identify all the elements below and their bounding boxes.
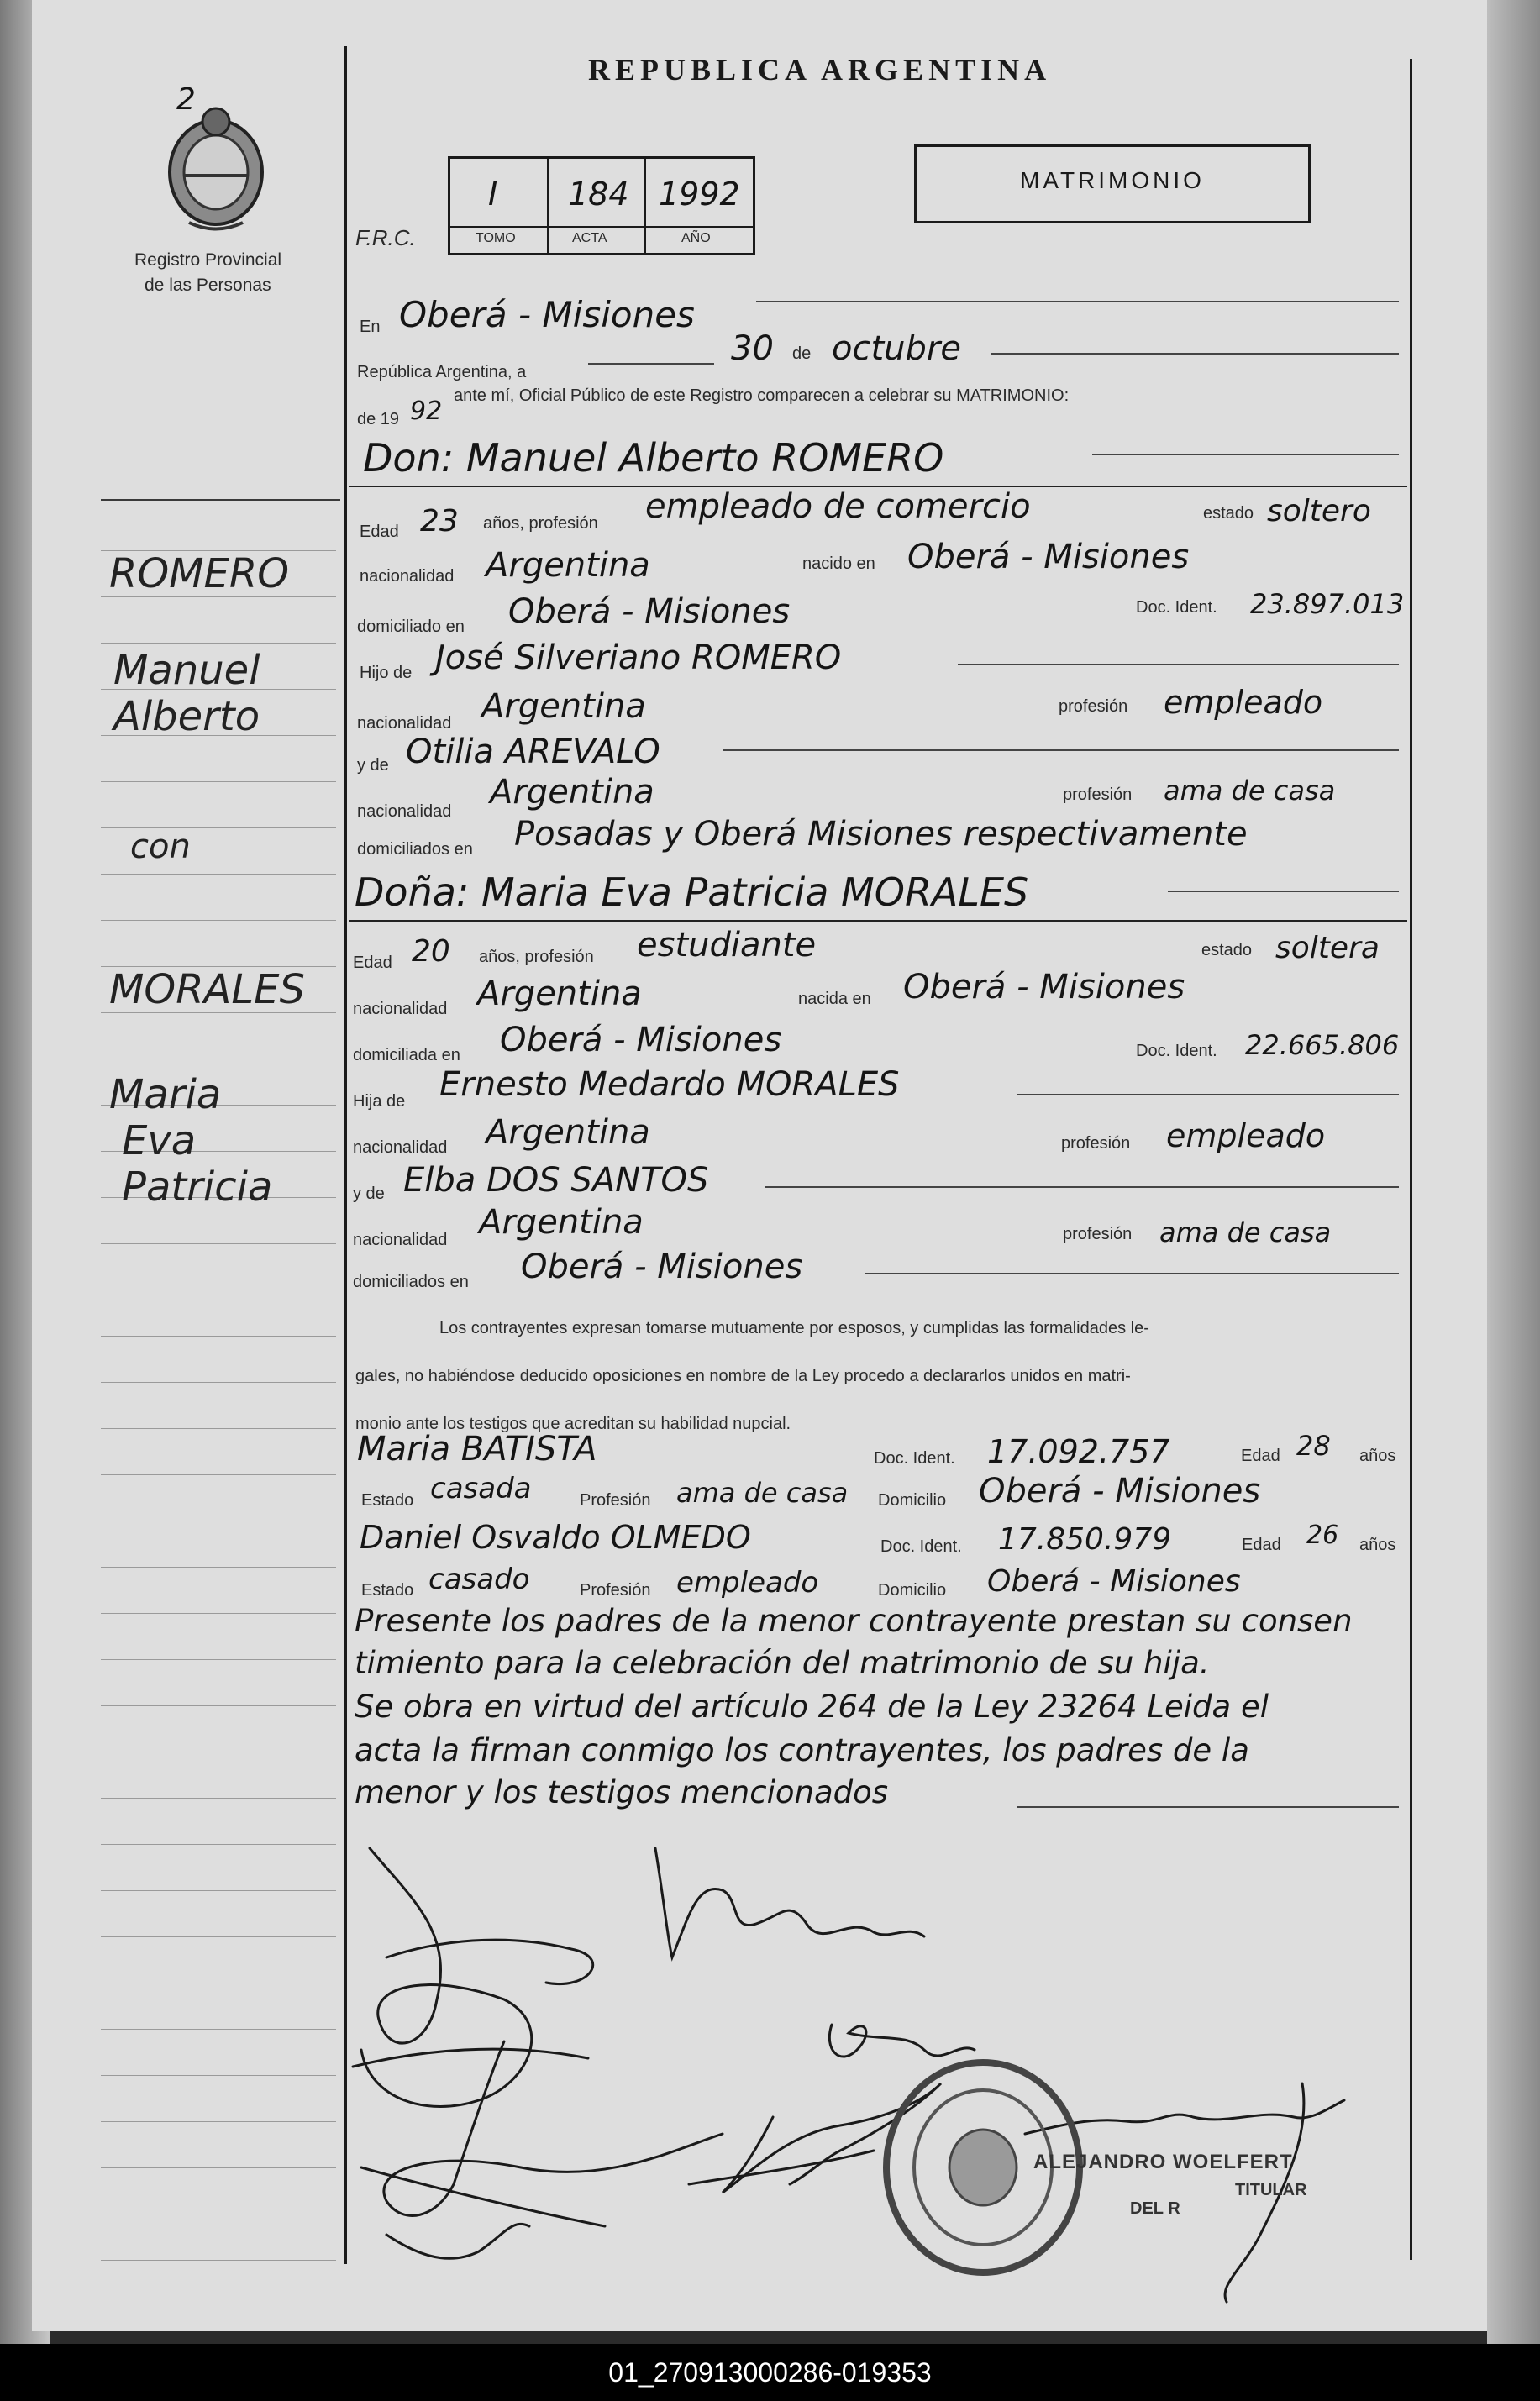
- groom-status: soltero: [1267, 494, 1371, 528]
- groom-age: 23: [420, 504, 459, 539]
- margin-groom-name-1: Manuel: [113, 647, 260, 694]
- margin-bride-name-3: Patricia: [122, 1164, 273, 1211]
- bride-parents-address: Oberá - Misiones: [521, 1248, 803, 1286]
- en-label: En: [360, 318, 381, 336]
- groom-mother-nationality: Argentina: [490, 773, 654, 812]
- margin-bride-surname: MORALES: [109, 966, 305, 1013]
- bride-father-nationality: Argentina: [486, 1113, 650, 1152]
- fill-line: [1017, 1806, 1399, 1808]
- groom-mother-label: y de: [357, 756, 389, 775]
- record-type-box: [914, 144, 1311, 223]
- groom-father-prof-label: profesión: [1059, 697, 1128, 716]
- republica-label: República Argentina, a: [357, 363, 527, 381]
- image-id-footer: 01_270913000286-019353: [0, 2344, 1540, 2401]
- tomo-value: I: [488, 176, 498, 213]
- groom-profession: empleado de comercio: [645, 487, 1031, 526]
- margin-top-rule: [101, 499, 340, 501]
- margin-bride-name-2: Eva: [122, 1117, 197, 1164]
- witness1-name: Maria BATISTA: [357, 1430, 597, 1468]
- ano-value: 1992: [659, 176, 740, 213]
- signature-mother: [829, 2025, 975, 2057]
- acta-value: 184: [568, 176, 629, 213]
- witness2-profession: empleado: [676, 1566, 819, 1600]
- bride-father: Ernesto Medardo MORALES: [439, 1065, 900, 1104]
- statutory-line-1: Los contrayentes expresan tomarse mutuamente por esposos, y cumplidas las formalidades le-: [439, 1319, 1149, 1337]
- groom-doc: 23.897.013: [1250, 588, 1405, 620]
- margin-bride-name-1: Maria: [109, 1071, 222, 1118]
- groom-nationality: Argentina: [486, 546, 650, 585]
- bride-age-label: Edad: [353, 954, 392, 972]
- witness1-status-label: Estado: [361, 1491, 414, 1510]
- bride-status-label: estado: [1201, 941, 1253, 959]
- witness1-address: Oberá - Misiones: [979, 1472, 1261, 1510]
- fill-line: [756, 301, 1399, 302]
- seal-number: 2: [176, 82, 196, 117]
- ceremony-year: 92: [410, 397, 443, 426]
- bride-profession: estudiante: [637, 926, 817, 964]
- groom-address: Oberá - Misiones: [508, 592, 791, 631]
- bride-full-name: Doña: Maria Eva Patricia MORALES: [355, 870, 1029, 915]
- witness2-years-label: años: [1359, 1536, 1396, 1554]
- witness1-doc-label: Doc. Ident.: [874, 1449, 955, 1468]
- year-prefix: de 19: [357, 410, 400, 428]
- signature-father: [361, 2041, 723, 2258]
- note-line-1: Presente los padres de la menor contrayente prestan su consen: [355, 1603, 1353, 1639]
- record-type: MATRIMONIO: [1020, 167, 1205, 193]
- signature-groom: [353, 1848, 593, 2107]
- bride-birthplace-label: nacida en: [798, 990, 871, 1008]
- fill-line: [765, 1186, 1399, 1188]
- bride-father-profession: empleado: [1166, 1117, 1326, 1154]
- bride-mother-prof-label: profesión: [1063, 1225, 1133, 1243]
- stamp-officer-name: ALEJANDRO WOELFERT: [1033, 2151, 1293, 2173]
- fill-line: [958, 664, 1399, 665]
- groom-mother-prof-label: profesión: [1063, 785, 1133, 804]
- fill-line: [1092, 454, 1399, 455]
- ceremony-month: octubre: [832, 329, 961, 368]
- record-number-table: [448, 156, 755, 255]
- witness2-prof-label: Profesión: [580, 1581, 651, 1600]
- bride-status: soltera: [1275, 931, 1380, 965]
- witness2-status: casado: [428, 1563, 530, 1596]
- bride-address: Oberá - Misiones: [500, 1021, 782, 1059]
- acta-label: ACTA: [572, 231, 607, 245]
- ceremony-place: Oberá - Misiones: [399, 294, 695, 335]
- witness1-profession: ama de casa: [676, 1477, 849, 1509]
- de-label: de: [792, 344, 812, 363]
- bride-nationality-label: nacionalidad: [353, 1000, 448, 1018]
- bride-doc: 22.665.806: [1245, 1029, 1400, 1061]
- note-line-2: timiento para la celebración del matrimonio de su hija.: [355, 1645, 1210, 1681]
- groom-age-label: Edad: [360, 523, 399, 541]
- groom-parents-address: Posadas y Oberá Misiones respectivamente: [514, 815, 1248, 854]
- witness2-doc-label: Doc. Ident.: [880, 1537, 962, 1556]
- groom-full-name: Don: Manuel Alberto ROMERO: [363, 435, 944, 481]
- book-edge: [1487, 0, 1540, 2352]
- bride-age: 20: [412, 934, 450, 969]
- bride-mother: Elba DOS SANTOS: [403, 1161, 709, 1200]
- witness1-years-label: años: [1359, 1447, 1396, 1465]
- signature-bride: [655, 1848, 924, 1957]
- declaration-text: ante mí, Oficial Público de este Registro comparecen a celebrar su MATRIMONIO:: [454, 386, 1070, 405]
- witness2-address-label: Domicilio: [878, 1581, 947, 1600]
- groom-status-label: estado: [1203, 504, 1254, 523]
- witness1-doc: 17.092.757: [987, 1433, 1170, 1470]
- statutory-line-3: monio ante los testigos que acreditan su habilidad nupcial.: [355, 1415, 791, 1433]
- groom-parents-address-label: domiciliados en: [357, 840, 473, 859]
- frc-label: F.R.C.: [355, 225, 416, 250]
- groom-mother: Otilia AREVALO: [406, 733, 660, 771]
- tomo-label: TOMO: [476, 231, 516, 245]
- witness2-name: Daniel Osvaldo OLMEDO: [360, 1519, 751, 1556]
- note-line-4: acta la firman conmigo los contrayentes, los padres de la: [355, 1732, 1249, 1768]
- ceremony-day: 30: [731, 329, 774, 368]
- witness1-prof-label: Profesión: [580, 1491, 651, 1510]
- bride-parent-label: Hija de: [353, 1092, 406, 1111]
- bride-father-nat-label: nacionalidad: [353, 1138, 448, 1157]
- bride-birthplace: Oberá - Misiones: [903, 968, 1185, 1006]
- groom-parent-label: Hijo de: [360, 664, 413, 682]
- witness2-doc: 17.850.979: [998, 1522, 1172, 1557]
- groom-birthplace: Oberá - Misiones: [907, 538, 1190, 576]
- statutory-paragraph: [355, 1305, 1406, 1448]
- witness2-age: 26: [1306, 1521, 1339, 1550]
- stamp-line-2: DEL R: [1130, 2199, 1180, 2218]
- groom-father-nat-label: nacionalidad: [357, 714, 452, 733]
- note-line-3: Se obra en virtud del artículo 264 de la Ley 23264 Leida el: [355, 1689, 1269, 1725]
- bride-mother-profession: ama de casa: [1159, 1216, 1332, 1248]
- bride-nationality: Argentina: [477, 975, 642, 1013]
- note-line-5: menor y los testigos mencionados: [355, 1774, 889, 1810]
- groom-father-nationality: Argentina: [481, 687, 646, 726]
- fill-line: [1168, 891, 1399, 892]
- groom-mother-profession: ama de casa: [1164, 775, 1336, 806]
- office-name-line2: de las Personas: [145, 276, 271, 295]
- witness1-address-label: Domicilio: [878, 1491, 947, 1510]
- witness1-status: casada: [430, 1472, 532, 1505]
- bride-mother-label: y de: [353, 1185, 385, 1203]
- margin-groom-name-2: Alberto: [113, 693, 260, 740]
- bride-name-underline: [349, 920, 1407, 922]
- groom-mother-nat-label: nacionalidad: [357, 802, 452, 821]
- margin-con: con: [130, 827, 191, 866]
- fill-line: [865, 1273, 1399, 1274]
- office-name-line1: Registro Provincial: [134, 250, 282, 270]
- statutory-line-2: gales, no habiéndose deducido oposiciones en nombre de la Ley procedo a declararlos unidos en matri-: [355, 1367, 1131, 1385]
- groom-address-label: domiciliado en: [357, 617, 465, 636]
- fill-line: [588, 363, 714, 365]
- bride-parents-address-label: domiciliados en: [353, 1273, 469, 1291]
- groom-birthplace-label: nacido en: [802, 554, 875, 573]
- bride-profession-label: años, profesión: [479, 948, 594, 966]
- witness2-address: Oberá - Misiones: [987, 1564, 1241, 1599]
- country-title: REPUBLICA ARGENTINA: [588, 53, 1052, 87]
- groom-profession-label: años, profesión: [483, 514, 598, 533]
- groom-nationality-label: nacionalidad: [360, 567, 455, 586]
- groom-doc-label: Doc. Ident.: [1136, 598, 1217, 617]
- groom-father: José Silveriano ROMERO: [435, 638, 842, 677]
- fill-line: [1017, 1094, 1399, 1095]
- witness2-age-label: Edad: [1242, 1536, 1281, 1554]
- bride-address-label: domiciliada en: [353, 1046, 460, 1064]
- witness1-age: 28: [1296, 1430, 1331, 1462]
- ano-label: AÑO: [681, 231, 711, 245]
- groom-father-profession: empleado: [1164, 684, 1323, 721]
- margin-groom-surname: ROMERO: [109, 550, 290, 597]
- bride-mother-nationality: Argentina: [479, 1203, 644, 1242]
- witness2-status-label: Estado: [361, 1581, 414, 1600]
- bride-father-prof-label: profesión: [1061, 1134, 1131, 1153]
- witness1-age-label: Edad: [1241, 1447, 1280, 1465]
- fill-line: [991, 353, 1399, 355]
- stamp-officer-title: TITULAR: [1235, 2181, 1307, 2199]
- bride-mother-nat-label: nacionalidad: [353, 1231, 448, 1249]
- bride-doc-label: Doc. Ident.: [1136, 1042, 1217, 1060]
- fill-line: [723, 749, 1399, 751]
